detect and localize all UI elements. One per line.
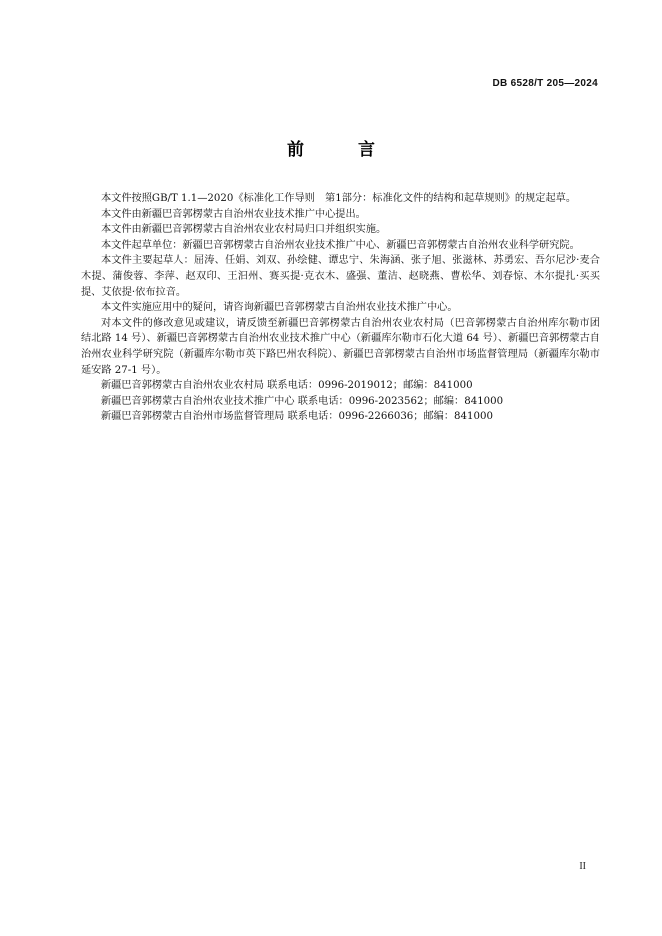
paragraph-drafting-rules: 本文件按照GB/T 1.1—2020《标准化工作导则 第1部分：标准化文件的结构和起草规则》的规定起草。 <box>101 193 577 204</box>
page-title: 前 言 <box>287 140 399 160</box>
paragraph-feedback: 对本文件的修改意见或建议，请反馈至新疆巴音郭楞蒙古自治州农业农村局（巴音郭楞蒙古自治州库尔勒市团结北路 14 号）、新疆巴音郭楞蒙古自治州农业技术推广中心（新疆库尔勒市石化大道 64 号）、新疆巴音郭楞蒙古自治州农业科学研究院（新疆库尔勒市英下路巴州农科院）、新疆巴音郭楞蒙古自治州市场监督管理局（新疆库尔勒市延安路 27-1 号）。 <box>81 317 600 376</box>
contact-line: 新疆巴音郭楞蒙古自治州农业农村局 联系电话：0996-2019012；邮编：841000 <box>101 380 473 392</box>
paragraph-inquiries: 本文件实施应用中的疑问，请咨询新疆巴音郭楞蒙古自治州农业技术推广中心。 <box>101 302 458 314</box>
foreword-body <box>81 191 600 425</box>
paragraph-administrator: 本文件由新疆巴音郭楞蒙古自治州农业农村局归口并组织实施。 <box>101 224 387 236</box>
contact-line: 新疆巴音郭楞蒙古自治州农业技术推广中心 联系电话：0996-2023562；邮编：841000 <box>101 395 504 407</box>
page-number: II <box>579 861 586 872</box>
document-code: DB 6528/T 205—2024 <box>492 78 598 89</box>
contact-line: 新疆巴音郭楞蒙古自治州市场监督管理局 联系电话：0996-2266036；邮编：841000 <box>101 411 493 423</box>
paragraph-proposer: 本文件由新疆巴音郭楞蒙古自治州农业技术推广中心提出。 <box>101 208 366 220</box>
paragraph-drafting-units: 本文件起草单位：新疆巴音郭楞蒙古自治州农业技术推广中心、新疆巴音郭楞蒙古自治州农业科学研究院。 <box>101 239 580 251</box>
contact-list <box>81 378 600 425</box>
paragraph-drafters: 本文件主要起草人：屈涛、任娟、刘双、孙绘健、谭忠宁、朱海涵、张子旭、张滋林、苏勇宏、吾尔尼沙·麦合木提、蒲俊蓉、李萍、赵双印、王汩州、赛买提·克衣木、盛强、董洁、赵晓燕、曹松华、刘春惊、木尔提扎·买买提、艾依提·依布拉音。 <box>81 255 600 298</box>
